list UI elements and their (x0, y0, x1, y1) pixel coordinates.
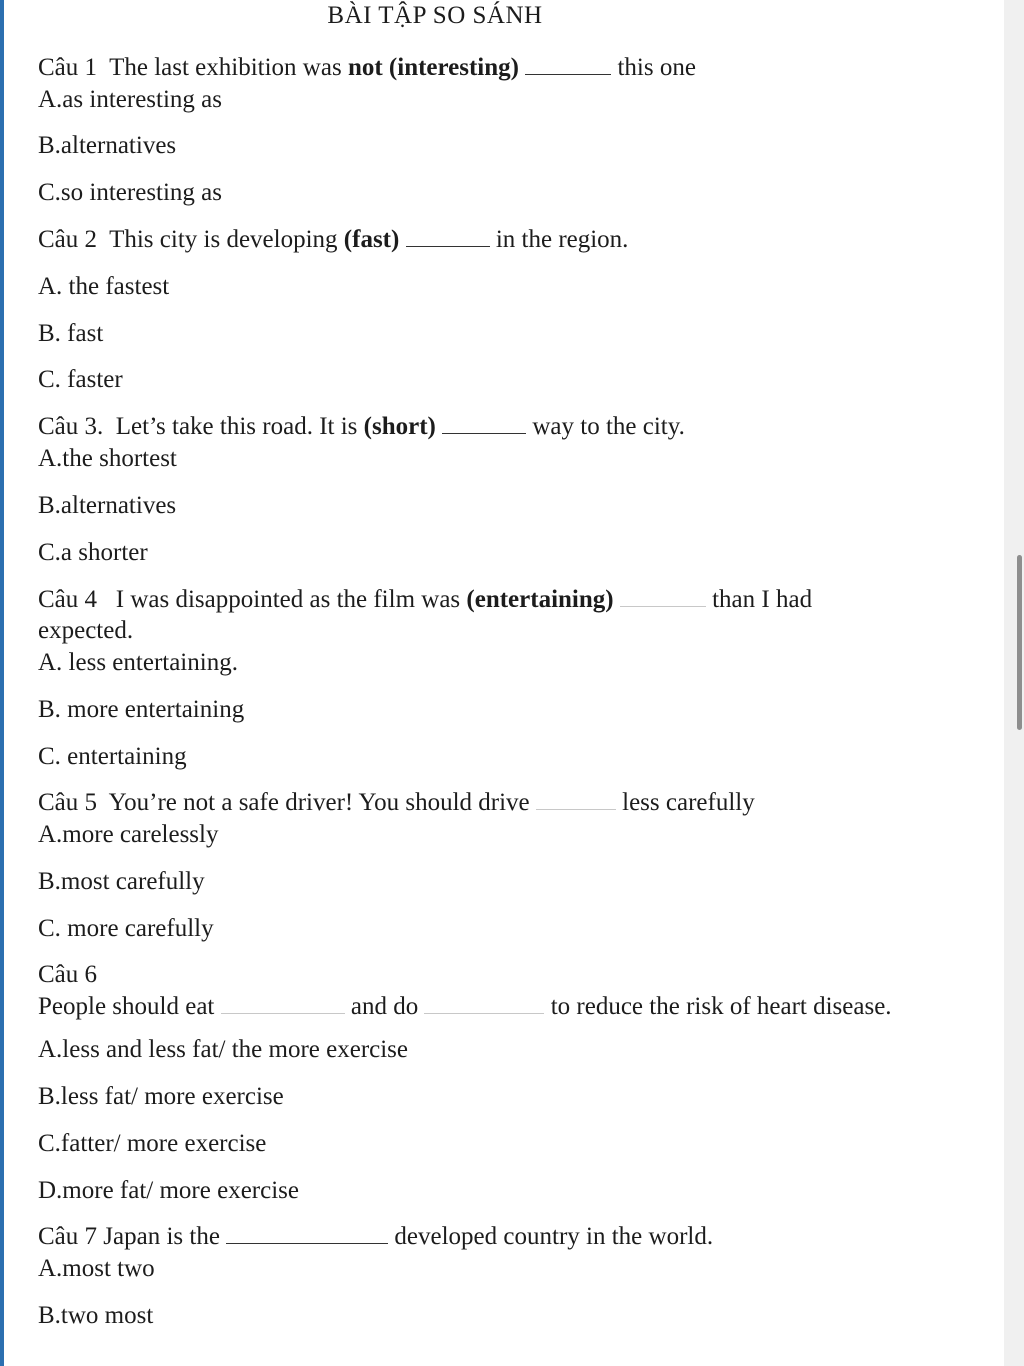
question-5-option-b[interactable]: B.most carefully (38, 868, 205, 895)
page-left-edge (0, 0, 4, 1366)
question-2-blank[interactable] (406, 226, 490, 247)
question-4 (38, 584, 812, 616)
question-6-blank-1[interactable] (221, 993, 345, 1014)
scrollbar-thumb[interactable] (1017, 555, 1022, 730)
question-7-blank[interactable] (226, 1223, 388, 1244)
question-4-text: I was disappointed as the film was (115, 586, 461, 613)
question-6 (38, 991, 892, 1023)
question-4-label: Câu 4 (38, 586, 98, 613)
question-4-option-b[interactable]: B. more entertaining (38, 696, 245, 723)
question-3-label: Câu 3. (38, 413, 104, 440)
question-5 (38, 787, 755, 819)
question-5-label: Câu 5 (38, 789, 98, 816)
question-5-option-c[interactable]: C. more carefully (38, 915, 214, 942)
question-5-blank[interactable] (536, 789, 616, 810)
question-2-option-c[interactable]: C. faster (38, 366, 123, 393)
scrollbar[interactable] (1004, 0, 1024, 1366)
question-6-text-mid: and do (350, 993, 419, 1020)
question-6-text-end: to reduce the risk of heart disease. (550, 993, 892, 1020)
question-7-option-b[interactable]: B.two most (38, 1302, 154, 1329)
question-7-text: Japan is the (103, 1223, 220, 1250)
question-1-cue: not (interesting) (347, 54, 519, 81)
question-2-text-end: in the region. (495, 226, 629, 253)
question-1-text-end: this one (617, 54, 696, 81)
question-1 (38, 52, 696, 84)
question-6-text: People should eat (38, 993, 215, 1020)
page-title: BÀI TẬP SO SÁNH (327, 2, 543, 29)
question-7-text-end: developed country in the world. (394, 1223, 714, 1250)
question-5-text: You’re not a safe driver! You should drive (108, 789, 530, 816)
question-5-option-a[interactable]: A.more carelessly (38, 821, 219, 848)
question-2-label: Câu 2 (38, 226, 98, 253)
question-4-option-a[interactable]: A. less entertaining. (38, 649, 238, 676)
question-4-continuation: expected. (38, 617, 134, 644)
question-4-option-c[interactable]: C. entertaining (38, 743, 187, 770)
question-3-option-b[interactable]: B.alternatives (38, 492, 177, 519)
question-2-option-a[interactable]: A. the fastest (38, 273, 170, 300)
question-3-blank[interactable] (442, 413, 526, 434)
question-7-option-a[interactable]: A.most two (38, 1255, 155, 1282)
question-1-blank[interactable] (525, 54, 611, 75)
question-3-cue: (short) (363, 413, 436, 440)
question-7-label: Câu 7 (38, 1223, 98, 1250)
question-3 (38, 411, 685, 443)
question-5-text-end: less carefully (622, 789, 755, 816)
question-4-cue: (entertaining) (466, 586, 614, 613)
question-6-option-b[interactable]: B.less fat/ more exercise (38, 1083, 284, 1110)
question-6-label: Câu 6 (38, 961, 98, 988)
question-6-option-c[interactable]: C.fatter/ more exercise (38, 1130, 267, 1157)
question-1-option-a[interactable]: A.as interesting as (38, 86, 222, 113)
question-1-option-b[interactable]: B.alternatives (38, 132, 177, 159)
question-3-text-end: way to the city. (532, 413, 685, 440)
question-2 (38, 224, 628, 256)
question-1-label: Câu 1 (38, 54, 98, 81)
question-3-option-a[interactable]: A.the shortest (38, 445, 177, 472)
question-2-text: This city is developing (109, 226, 338, 253)
question-2-option-b[interactable]: B. fast (38, 320, 104, 347)
question-1-option-c[interactable]: C.so interesting as (38, 179, 223, 206)
question-4-blank[interactable] (620, 586, 706, 607)
question-7 (38, 1221, 713, 1253)
question-3-option-c[interactable]: C.a shorter (38, 539, 148, 566)
question-4-text-end: than I had (712, 586, 813, 613)
question-2-cue: (fast) (343, 226, 400, 253)
question-6-option-d[interactable]: D.more fat/ more exercise (38, 1177, 299, 1204)
question-3-text: Let’s take this road. It is (115, 413, 358, 440)
question-6-blank-2[interactable] (424, 993, 544, 1014)
question-1-text: The last exhibition was (109, 54, 342, 81)
question-6-option-a[interactable]: A.less and less fat/ the more exercise (38, 1036, 409, 1063)
